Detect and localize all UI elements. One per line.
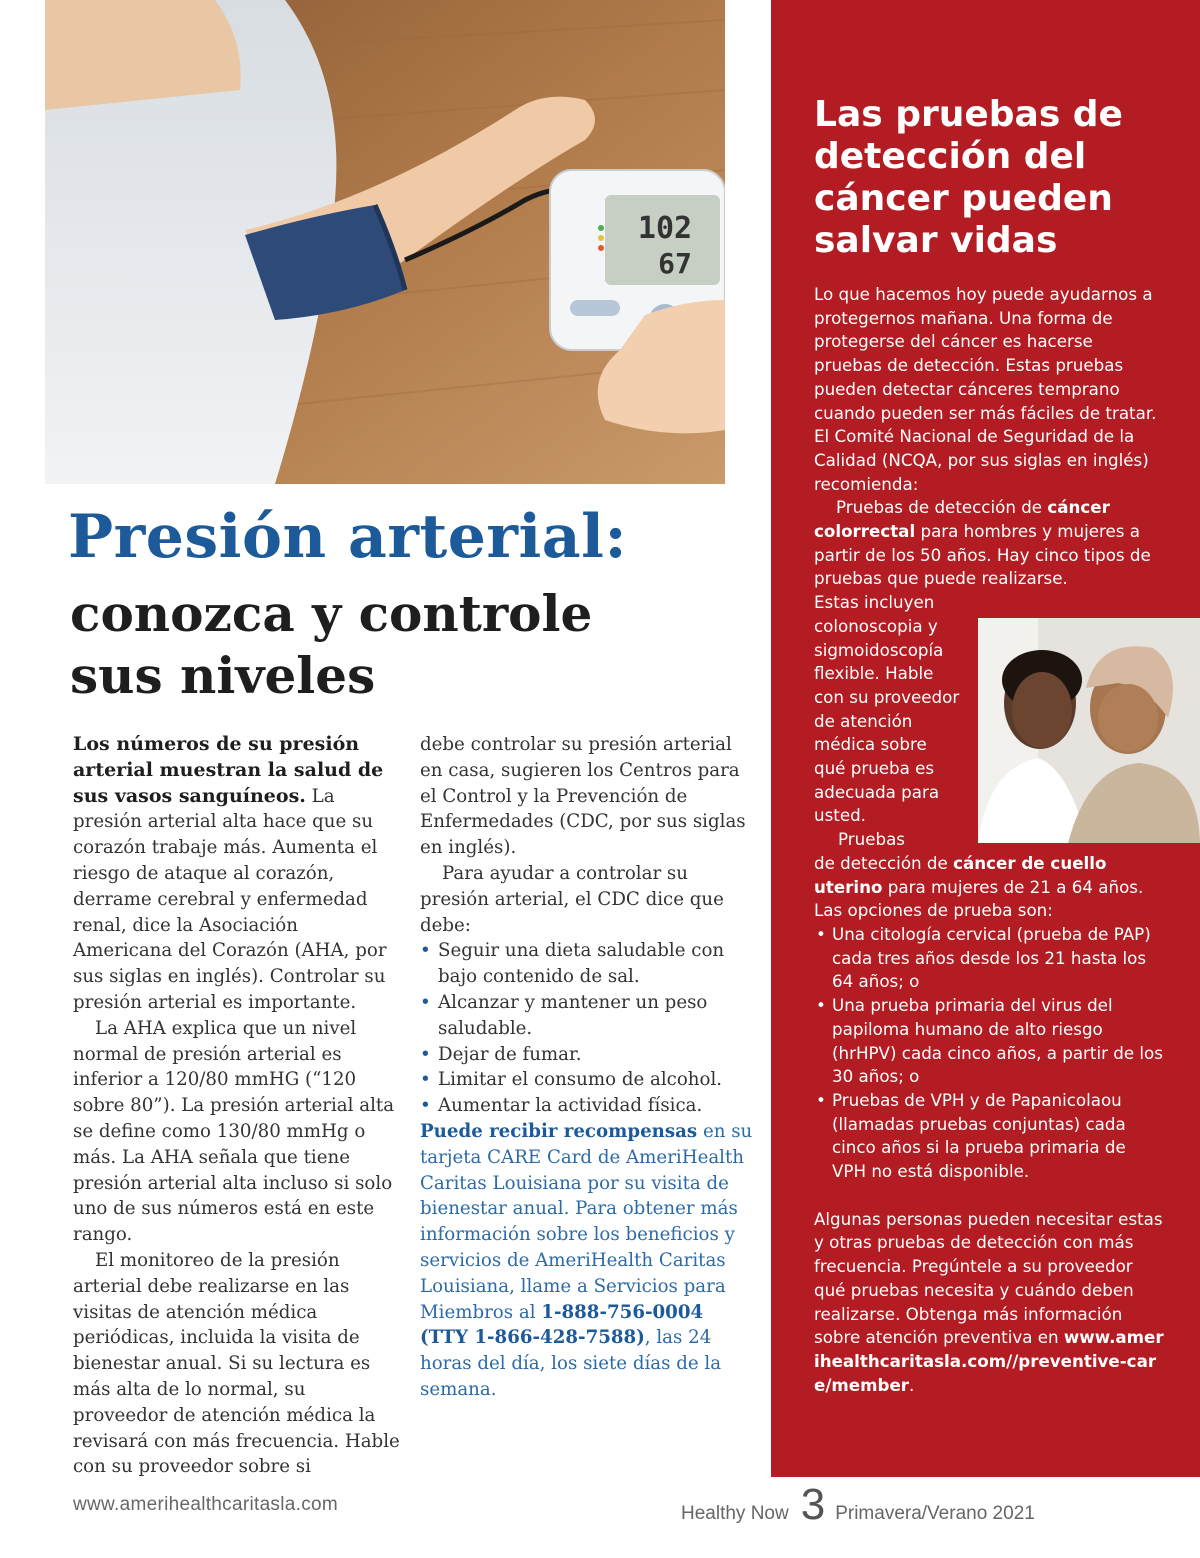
list-item: • Dejar de fumar.	[420, 1042, 755, 1068]
rewards-callout-text: en su tarjeta CARE Card de AmeriHealth Caritas Louisiana por su visita de bienestar anual. Para obtener más información sobre los beneficios y servicios de AmeriHealth Caritas Louisiana, llame a Servicios para Miembros al	[420, 1120, 753, 1323]
sidebar-closing	[814, 1208, 1164, 1398]
list-item: • Aumentar la actividad física.	[420, 1093, 755, 1119]
rewards-callout-hours: , las 24 horas del día, los siete días de la semana.	[420, 1327, 722, 1400]
list-item: • Seguir una dieta saludable con bajo contenido de sal.	[420, 938, 755, 990]
sidebar-closing-end: .	[909, 1374, 915, 1395]
cervical-pre2: de detección de	[814, 852, 954, 873]
colorectal-line: qué prueba es	[814, 758, 935, 779]
rewards-callout-bold: Puede recibir recompensas	[420, 1120, 698, 1142]
list-item: • Pruebas de VPH y de Papanicolaou (llamadas pruebas conjuntas) cada cinco años si la prueba primaria de VPH no está disponible.	[814, 1089, 1164, 1184]
footer-website: www.amerihealthcaritasla.com	[73, 1494, 338, 1515]
cdc-paragraph: debe controlar su presión arterial en casa, sugieren los Centros para el Control y la Prevención de Enfermedades (CDC, por sus siglas en inglés).	[420, 734, 746, 859]
colorectal-line: usted.	[814, 805, 866, 826]
list-item: • Limitar el consumo de alcohol.	[420, 1067, 755, 1093]
lead-text: La presión arterial alta hace que su corazón trabaje más. Aumenta el riesgo de ataque al corazón, derrame cerebral y enfermedad renal, dice la Asociación Americana del Corazón (AHA, por sus siglas en inglés). Controlar su presión arterial es importante.	[73, 785, 387, 1013]
cdc-intro-paragraph: Para ayudar a controlar su presión arterial, el CDC dice que debe:	[420, 862, 724, 936]
rewards-callout	[420, 1119, 755, 1403]
monitor-diastolic-reading: 67	[658, 247, 692, 280]
list-item: • Alcanzar y mantener un peso saludable.	[420, 990, 755, 1042]
colorectal-bold: cáncer colorrectal	[814, 497, 1110, 542]
lead-paragraph	[73, 732, 401, 1016]
colorectal-line: médica sobre	[814, 734, 927, 755]
colorectal-line: adecuada para	[814, 781, 940, 802]
cdc-recommendation-list	[420, 938, 755, 1119]
list-item: • Una citología cervical (prueba de PAP) cada tres años desde los 21 hasta los 64 años; o	[814, 923, 1164, 994]
sidebar-title: Las pruebas de detección del cáncer pueden salvar vidas	[814, 94, 1123, 261]
issue-season: Primavera/Verano 2021	[835, 1503, 1035, 1524]
list-item: • Una prueba primaria del virus del papiloma humano de alto riesgo (hrHPV) cada cinco años, a partir de los 30 años; o	[814, 994, 1164, 1089]
colorectal-line: con su proveedor	[814, 686, 960, 707]
article-left-column	[73, 732, 401, 1480]
article-subtitle: conozca y controle sus niveles	[70, 584, 593, 705]
colorectal-line: Estas incluyen	[814, 592, 935, 613]
colorectal-line: sigmoidoscopía	[814, 639, 944, 660]
colorectal-line: colonoscopia y	[814, 615, 938, 636]
monitor-systolic-reading: 102	[637, 211, 693, 246]
preventive-care-link[interactable]: www.amerihealthcaritasla.com//preventive-care/member	[814, 1327, 1164, 1395]
sidebar-intro: Lo que hacemos hoy puede ayudarnos a protegernos mañana. Una forma de protegerse del cáncer es hacerse pruebas de detección. Estas pruebas pueden detectar cánceres temprano cuando pueden ser más fáciles de tratar. El Comité Nacional de Seguridad de la Calidad (NCQA, por sus siglas en inglés) recomienda:	[814, 284, 1157, 494]
sidebar-photo-two-women	[978, 618, 1200, 843]
member-services-phone[interactable]: 1-888-756-0004 (TTY 1-866-428-7588)	[420, 1301, 704, 1349]
colorectal-line: flexible. Hable	[814, 663, 934, 684]
lead-bold-text: Los números de su presión arterial muestran la salud de sus vasos sanguíneos.	[73, 733, 384, 807]
cervical-bold: cáncer de cuello uterino	[814, 852, 1107, 897]
colorectal-pre: Pruebas de detección de	[836, 497, 1048, 518]
colorectal-post: para hombres y mujeres a partir de los 50 años. Hay cinco tipos de pruebas que puede realizarse.	[814, 521, 1151, 589]
magazine-name: Healthy Now	[681, 1503, 789, 1524]
colorectal-line: de atención	[814, 710, 913, 731]
sidebar-closing-text: Algunas personas pueden necesitar estas y otras pruebas de detección con más frecuencia. Pregúntele a su proveedor qué pruebas necesita y cuándo deben realizarse. Obtenga más información sobre atención preventiva en	[814, 1208, 1163, 1348]
cervical-test-options-list	[814, 923, 1164, 1184]
colorectal-paragraph	[814, 496, 1164, 591]
article-title: Presión arterial:	[68, 502, 628, 572]
cervical-pre1: Pruebas	[838, 829, 905, 850]
aha-paragraph: La AHA explica que un nivel normal de presión arterial es inferior a 120/80 mmHG (“120 sobre 80”). La presión arterial alta se define como 130/80 mmHg o más. La AHA señala que tiene presión arterial alta incluso si solo uno de sus números está en este rango.	[73, 1017, 395, 1246]
hero-photo-blood-pressure	[45, 0, 725, 484]
page-number: 3	[800, 1480, 826, 1529]
monitoring-paragraph: El monitoreo de la presión arterial debe realizarse en las visitas de atención médica periódicas, incluida la visita de bienestar anual. Si su lectura es más alta de lo normal, su proveedor de atención médica la revisará con más frecuencia. Hable con su proveedor sobre si	[73, 1249, 400, 1478]
footer-issue-info	[681, 1480, 1035, 1530]
article-middle-column	[420, 732, 755, 1403]
cervical-post: para mujeres de 21 a 64 años. Las opciones de prueba son:	[814, 876, 1144, 921]
